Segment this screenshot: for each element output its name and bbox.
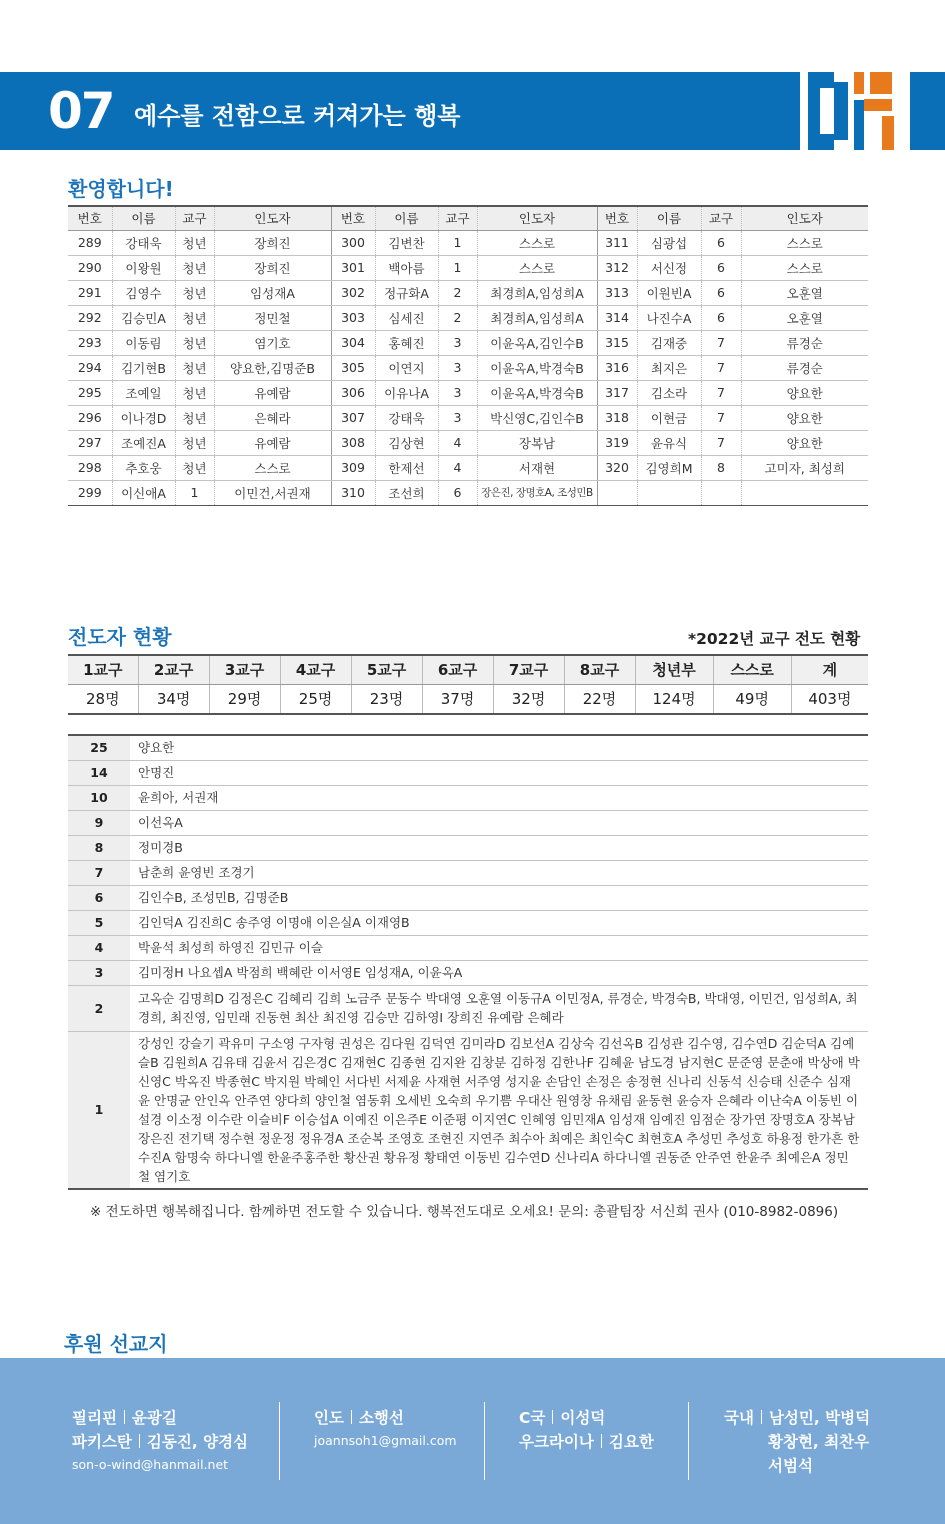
member-district: 6 <box>701 280 741 305</box>
member-district: 청년 <box>175 355 214 380</box>
rank-count: 5 <box>68 910 130 935</box>
rank-count: 2 <box>68 985 130 1031</box>
rank-count: 14 <box>68 760 130 785</box>
evangelist-rank-table <box>68 734 868 1190</box>
member-name: 김영희M <box>637 455 701 480</box>
rank-names: 양요한 <box>130 735 868 760</box>
missionary-name: 남성민, 박병덕 <box>768 1409 871 1427</box>
member-number: 308 <box>331 430 375 455</box>
missionary-name: 김요한 <box>608 1433 654 1451</box>
member-number: 310 <box>331 480 375 505</box>
member-number: 303 <box>331 305 375 330</box>
member-name: 이동림 <box>112 330 175 355</box>
member-district: 6 <box>701 230 741 255</box>
stats-header: 2교구 <box>138 655 209 684</box>
member-name: 이신애A <box>112 480 175 505</box>
member-number: 304 <box>331 330 375 355</box>
member-guide: 스스로 <box>214 455 331 480</box>
country-label: 국내 <box>724 1409 754 1427</box>
member-number: 290 <box>68 255 112 280</box>
member-district: 7 <box>701 380 741 405</box>
contact-footnote: ※ 전도하면 행복해집니다. 함께하면 전도할 수 있습니다. 행복전도대로 오세요! 문의: 총괄팀장 서신희 권사 (010-8982-0896) <box>90 1204 839 1220</box>
member-name: 홍혜진 <box>375 330 438 355</box>
member-name: 서신정 <box>637 255 701 280</box>
evangelists-title: 전도자 현황 <box>68 625 172 649</box>
rank-count: 25 <box>68 735 130 760</box>
member-guide: 양요한,김명준B <box>214 355 331 380</box>
member-guide: 류경순 <box>741 330 868 355</box>
member-district: 3 <box>438 330 477 355</box>
member-number: 298 <box>68 455 112 480</box>
page-title: 예수를 전함으로 커져가는 행복 <box>134 102 461 130</box>
stats-header: 6교구 <box>422 655 493 684</box>
member-number: 320 <box>597 455 637 480</box>
rank-names: 김인덕A 김진희C 송주영 이명애 이은실A 이재영B <box>130 910 868 935</box>
column-header: 인도자 <box>214 206 331 230</box>
rank-row <box>68 935 868 960</box>
member-guide: 이윤옥A,박경숙B <box>477 355 597 380</box>
country-label: 필리핀 <box>72 1409 117 1427</box>
section-number: 07 <box>48 82 114 140</box>
table-row <box>68 230 868 255</box>
member-name: 김변찬 <box>375 230 438 255</box>
member-guide: 유예람 <box>214 380 331 405</box>
rank-row <box>68 810 868 835</box>
rank-names: 박윤석 최성희 하영진 김민규 이슬 <box>130 935 868 960</box>
member-guide: 양요한 <box>741 430 868 455</box>
member-name: 김영수 <box>112 280 175 305</box>
member-guide: 이민건,서권재 <box>214 480 331 505</box>
column-header: 이름 <box>112 206 175 230</box>
member-district: 3 <box>438 380 477 405</box>
column-header: 이름 <box>375 206 438 230</box>
column-header: 번호 <box>331 206 375 230</box>
member-guide: 스스로 <box>477 230 597 255</box>
member-name <box>637 480 701 505</box>
stats-note: *2022년 교구 전도 현황 <box>688 630 861 648</box>
stats-value: 34명 <box>138 684 209 714</box>
member-guide <box>741 480 868 505</box>
member-district: 7 <box>701 405 741 430</box>
evangelist-stats-table <box>68 654 868 715</box>
stats-value: 22명 <box>564 684 635 714</box>
member-name: 이현금 <box>637 405 701 430</box>
member-guide: 류경순 <box>741 355 868 380</box>
member-guide: 스스로 <box>741 255 868 280</box>
member-district: 3 <box>438 355 477 380</box>
member-number: 311 <box>597 230 637 255</box>
rank-names: 김미정H 나요셉A 박점희 백혜란 이서영E 임성재A, 이윤옥A <box>130 960 868 985</box>
member-guide: 이윤옥A,박경숙B <box>477 380 597 405</box>
member-guide: 스스로 <box>477 255 597 280</box>
rank-names: 남춘희 윤영빈 조경기 <box>130 860 868 885</box>
member-name: 추호웅 <box>112 455 175 480</box>
member-guide: 오훈열 <box>741 280 868 305</box>
member-name: 이연지 <box>375 355 438 380</box>
table-row <box>68 355 868 380</box>
table-row <box>68 280 868 305</box>
rank-row <box>68 885 868 910</box>
stats-value: 25명 <box>280 684 351 714</box>
member-district: 청년 <box>175 455 214 480</box>
stats-value: 37명 <box>422 684 493 714</box>
mission-col-3 <box>519 1406 654 1454</box>
member-number: 313 <box>597 280 637 305</box>
table-row <box>68 455 868 480</box>
member-name: 심세진 <box>375 305 438 330</box>
rank-row <box>68 785 868 810</box>
stats-header: 청년부 <box>635 655 713 684</box>
missions-title: 후원 선교지 <box>64 1332 168 1356</box>
member-number: 306 <box>331 380 375 405</box>
member-district: 1 <box>438 230 477 255</box>
member-name: 한제선 <box>375 455 438 480</box>
member-guide: 유예람 <box>214 430 331 455</box>
church-logo <box>800 72 910 150</box>
table-row <box>68 330 868 355</box>
missionary-name: 황창현, 최찬우 <box>768 1433 870 1451</box>
member-guide: 이윤옥A,김인수B <box>477 330 597 355</box>
member-number: 289 <box>68 230 112 255</box>
member-guide: 오훈열 <box>741 305 868 330</box>
member-number: 293 <box>68 330 112 355</box>
member-district: 청년 <box>175 280 214 305</box>
member-number: 314 <box>597 305 637 330</box>
member-district: 청년 <box>175 255 214 280</box>
stats-value: 49명 <box>713 684 791 714</box>
member-name: 백아름 <box>375 255 438 280</box>
member-guide: 장희진 <box>214 230 331 255</box>
stats-value: 28명 <box>68 684 138 714</box>
member-name: 이유나A <box>375 380 438 405</box>
column-divider <box>279 1402 280 1480</box>
member-name: 윤유식 <box>637 430 701 455</box>
member-district: 6 <box>701 305 741 330</box>
stats-value: 32명 <box>493 684 564 714</box>
member-guide: 장희진 <box>214 255 331 280</box>
rank-names: 안명진 <box>130 760 868 785</box>
member-number: 302 <box>331 280 375 305</box>
stats-header: 3교구 <box>209 655 280 684</box>
stats-header: 1교구 <box>68 655 138 684</box>
member-number: 317 <box>597 380 637 405</box>
member-name: 김상현 <box>375 430 438 455</box>
email-address: son-o-wind@hanmail.net <box>72 1457 229 1472</box>
mission-col-1 <box>72 1406 248 1476</box>
missionary-name: 서범석 <box>768 1457 813 1475</box>
rank-names: 강성인 강슬기 곽유미 구소영 구자형 권성은 김다원 김덕연 김미라D 김보선A 김상숙 김선옥B 김성관 김수영, 김수연D 김순덕A 김예슬B 김원희A 김유태 김윤서 김은경C 김재현C 김종현 김지완 김창분 김하정 김한나F 김혜윤 남도경 남지현C 문준영 문춘애 박상애 박신영C 박옥진 박종현C 박지원 박혜인 서다빈 서제윤 사재현 서주영 성지윤 손담인 손정은 송정현 신나리 신동석 신승태 신준수 심재윤 안명균 안인옥 안주연 양다희 양인철 염동휘 오세빈 오숙희 우기쁨 우대산 원영창 유채림 윤동현 윤승자 은혜라 이난숙A 이동빈 이설경 이소정 이수란 이슬비F 이승섭A 이예진 이은주E 이준평 이지연C 인혜영 임민재A 임성재 임예진 임점순 장가연 장명호A 장복남 장은진 전기택 정수현 정운정 정유경A 조순복 조영호 조현진 지연주 최수아 최예은 최인숙C 최현호A 추성민 추성호 하용정 한가흔 한수진A 함명숙 하다니엘 한윤주홍주한 황산권 황유정 황태연 이동빈 김수연D 신나리A 하다니엘 권동준 안주연 한윤주 최예은A 정민철 염기호 <box>130 1031 868 1189</box>
member-number: 296 <box>68 405 112 430</box>
member-guide: 박신영C,김인수B <box>477 405 597 430</box>
column-header: 인도자 <box>741 206 868 230</box>
member-district: 청년 <box>175 405 214 430</box>
missionary-name: 이성덕 <box>560 1409 606 1427</box>
member-district: 7 <box>701 430 741 455</box>
member-district: 7 <box>701 355 741 380</box>
member-district: 청년 <box>175 305 214 330</box>
member-name: 강태욱 <box>112 230 175 255</box>
rank-names: 김인수B, 조성민B, 김명준B <box>130 885 868 910</box>
member-number: 316 <box>597 355 637 380</box>
member-guide: 은혜라 <box>214 405 331 430</box>
rank-row <box>68 1031 868 1189</box>
table-row <box>68 380 868 405</box>
member-number: 312 <box>597 255 637 280</box>
rank-names: 이선옥A <box>130 810 868 835</box>
country-label: 인도 <box>314 1409 344 1427</box>
rank-row <box>68 735 868 760</box>
member-name: 김재중 <box>637 330 701 355</box>
member-name: 이왕원 <box>112 255 175 280</box>
member-number <box>597 480 637 505</box>
member-number: 292 <box>68 305 112 330</box>
member-guide: 양요한 <box>741 405 868 430</box>
member-guide: 장은진, 장명호A, 조성민B <box>477 480 597 505</box>
rank-names: 고옥순 김명희D 김정은C 김혜리 김희 노금주 문동수 박대영 오훈열 이동규A 이민정A, 류경순, 박경숙B, 박대영, 이민건, 임성희A, 최경희, 최진영, 임민래 진동현 최산 최진영 김승만 김하영I 장희진 유예람 은혜라 <box>130 985 868 1031</box>
member-district: 8 <box>701 455 741 480</box>
column-header: 번호 <box>597 206 637 230</box>
member-number: 318 <box>597 405 637 430</box>
member-district <box>701 480 741 505</box>
member-district: 1 <box>438 255 477 280</box>
member-guide: 스스로 <box>741 230 868 255</box>
member-name: 조예일 <box>112 380 175 405</box>
stats-header: 8교구 <box>564 655 635 684</box>
rank-count: 9 <box>68 810 130 835</box>
member-guide: 임성재A <box>214 280 331 305</box>
rank-row <box>68 910 868 935</box>
rank-count: 1 <box>68 1031 130 1189</box>
member-district: 3 <box>438 405 477 430</box>
stats-value: 403명 <box>791 684 868 714</box>
member-name: 심광섭 <box>637 230 701 255</box>
member-guide: 염기호 <box>214 330 331 355</box>
member-number: 295 <box>68 380 112 405</box>
member-guide: 최경희A,임성희A <box>477 280 597 305</box>
member-district: 청년 <box>175 380 214 405</box>
mission-col-4 <box>724 1406 870 1478</box>
member-district: 청년 <box>175 330 214 355</box>
member-name: 정규화A <box>375 280 438 305</box>
missionary-name: 소행선 <box>358 1409 404 1427</box>
member-district: 6 <box>438 480 477 505</box>
welcome-table <box>68 205 868 506</box>
rank-count: 6 <box>68 885 130 910</box>
member-guide: 고미자, 최성희 <box>741 455 868 480</box>
missionary-name: 윤광길 <box>131 1409 177 1427</box>
member-name: 이나경D <box>112 405 175 430</box>
stats-value: 23명 <box>351 684 422 714</box>
member-name: 조예진A <box>112 430 175 455</box>
member-number: 294 <box>68 355 112 380</box>
member-number: 319 <box>597 430 637 455</box>
member-district: 2 <box>438 305 477 330</box>
member-guide: 정민철 <box>214 305 331 330</box>
missions-footer <box>0 1358 945 1524</box>
rank-count: 4 <box>68 935 130 960</box>
member-number: 315 <box>597 330 637 355</box>
member-district: 청년 <box>175 430 214 455</box>
member-name: 이원빈A <box>637 280 701 305</box>
member-number: 299 <box>68 480 112 505</box>
country-label: 파키스탄 <box>72 1433 132 1451</box>
member-number: 297 <box>68 430 112 455</box>
member-district: 1 <box>175 480 214 505</box>
column-header: 이름 <box>637 206 701 230</box>
stats-header: 4교구 <box>280 655 351 684</box>
table-row <box>68 430 868 455</box>
member-name: 김기현B <box>112 355 175 380</box>
stats-header: 7교구 <box>493 655 564 684</box>
header-banner <box>0 72 945 150</box>
member-number: 307 <box>331 405 375 430</box>
stats-header: 5교구 <box>351 655 422 684</box>
member-district: 4 <box>438 455 477 480</box>
country-label: C국 <box>519 1409 546 1427</box>
rank-count: 3 <box>68 960 130 985</box>
email-address: joannsoh1@gmail.com <box>314 1433 457 1448</box>
column-header: 교구 <box>175 206 214 230</box>
member-district: 4 <box>438 430 477 455</box>
member-name: 조선희 <box>375 480 438 505</box>
member-number: 300 <box>331 230 375 255</box>
mission-col-2 <box>314 1406 457 1452</box>
column-header: 인도자 <box>477 206 597 230</box>
welcome-title: 환영합니다! <box>68 177 174 201</box>
table-row <box>68 480 868 505</box>
rank-row <box>68 985 868 1031</box>
stats-header: 계 <box>791 655 868 684</box>
member-number: 301 <box>331 255 375 280</box>
column-divider <box>484 1402 485 1480</box>
member-name: 나진수A <box>637 305 701 330</box>
member-district: 청년 <box>175 230 214 255</box>
member-guide: 서재현 <box>477 455 597 480</box>
member-name: 김소라 <box>637 380 701 405</box>
rank-count: 7 <box>68 860 130 885</box>
column-header: 번호 <box>68 206 112 230</box>
member-guide: 장복남 <box>477 430 597 455</box>
table-row <box>68 305 868 330</box>
stats-value: 29명 <box>209 684 280 714</box>
member-name: 최지은 <box>637 355 701 380</box>
rank-row <box>68 760 868 785</box>
rank-count: 10 <box>68 785 130 810</box>
member-district: 7 <box>701 330 741 355</box>
member-name: 김승민A <box>112 305 175 330</box>
member-guide: 양요한 <box>741 380 868 405</box>
rank-row <box>68 860 868 885</box>
member-number: 291 <box>68 280 112 305</box>
column-header: 교구 <box>438 206 477 230</box>
member-district: 6 <box>701 255 741 280</box>
missionary-name: 김동진, 양경심 <box>146 1433 249 1451</box>
country-label: 우크라이나 <box>519 1433 594 1451</box>
stats-header: 스스로 <box>713 655 791 684</box>
member-district: 2 <box>438 280 477 305</box>
rank-row <box>68 960 868 985</box>
member-guide: 최경희A,임성희A <box>477 305 597 330</box>
rank-count: 8 <box>68 835 130 860</box>
member-name: 강태욱 <box>375 405 438 430</box>
column-header: 교구 <box>701 206 741 230</box>
rank-names: 윤희아, 서권재 <box>130 785 868 810</box>
rank-row <box>68 835 868 860</box>
member-number: 305 <box>331 355 375 380</box>
table-row <box>68 405 868 430</box>
stats-value: 124명 <box>635 684 713 714</box>
member-number: 309 <box>331 455 375 480</box>
column-divider <box>688 1402 689 1480</box>
table-row <box>68 255 868 280</box>
rank-names: 정미경B <box>130 835 868 860</box>
